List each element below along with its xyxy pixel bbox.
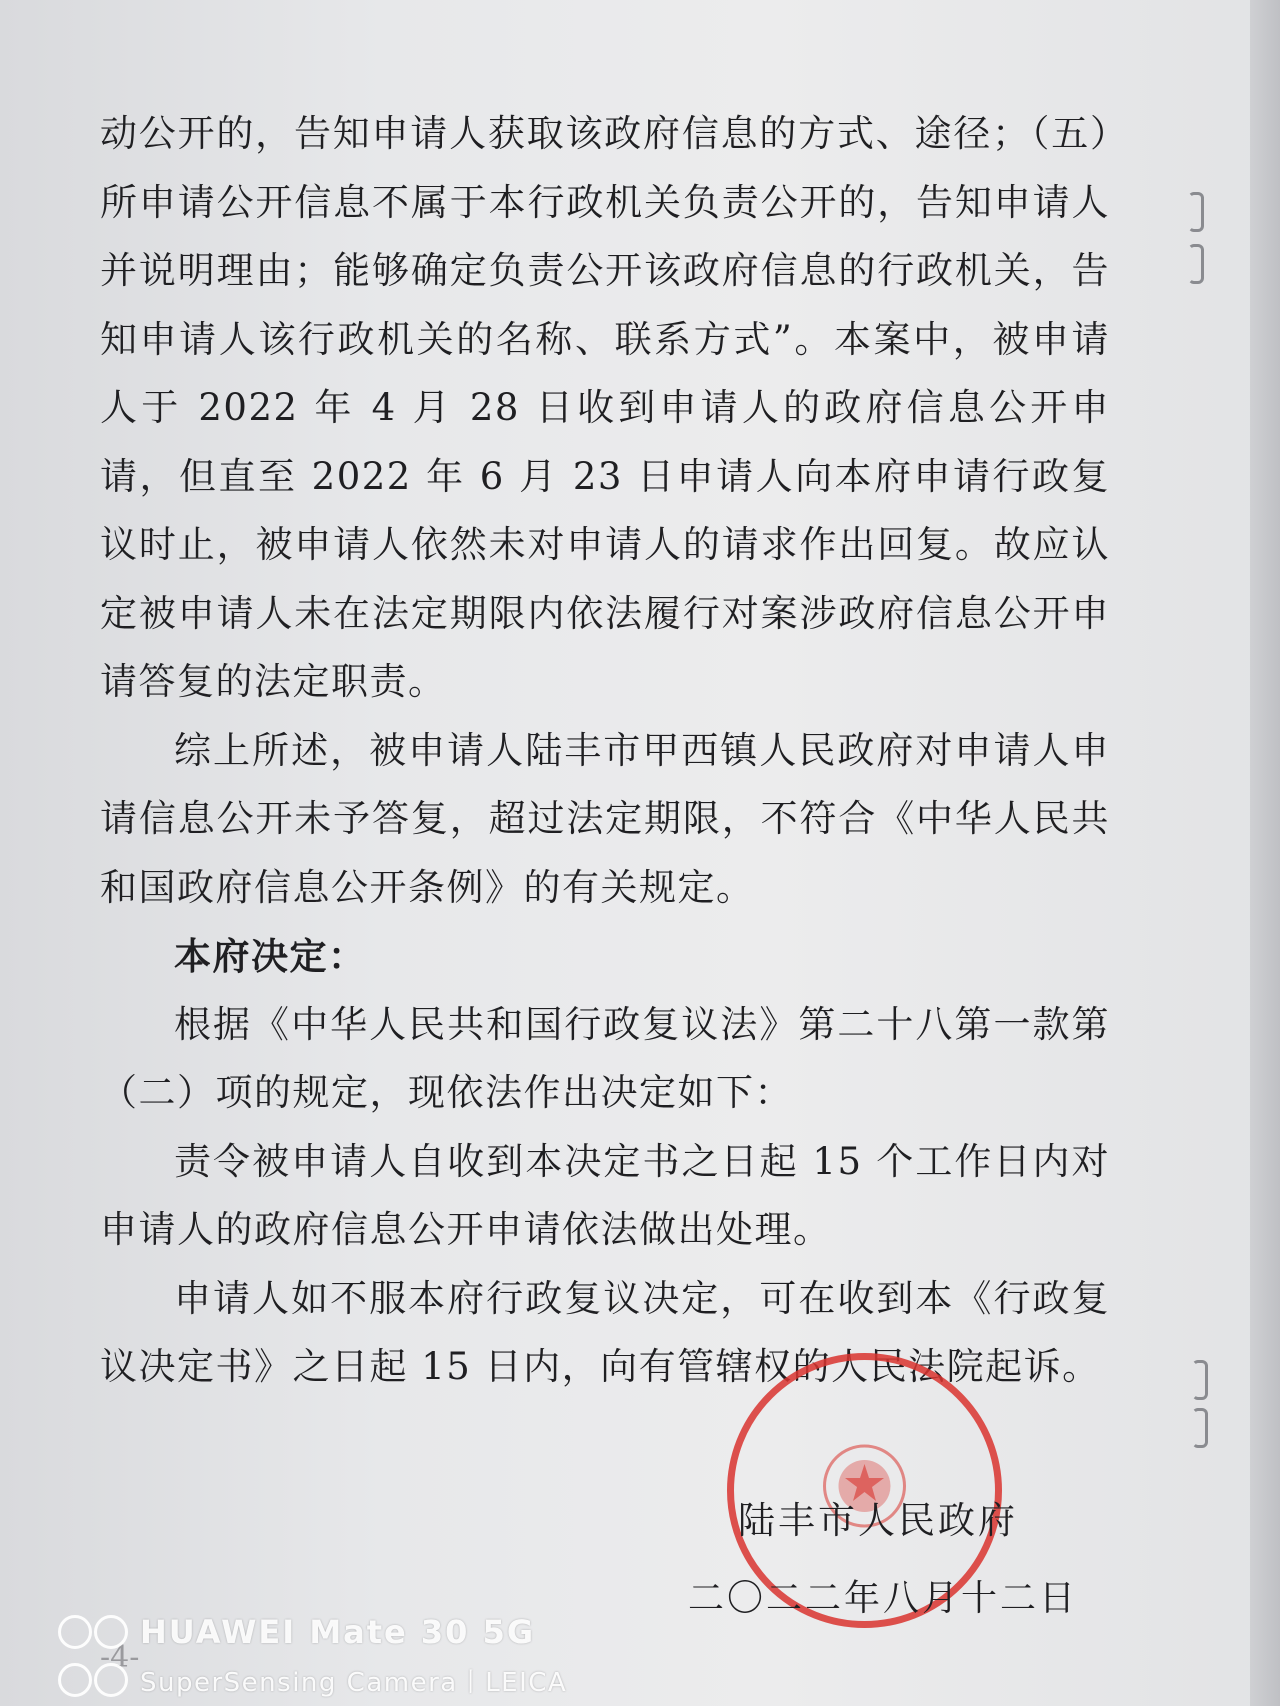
camera-lens-icon — [58, 1663, 128, 1697]
camera-lens-icon — [58, 1615, 128, 1649]
staple-mark — [1188, 192, 1204, 232]
page-edge — [1250, 0, 1280, 1706]
paragraph-summary: 综上所述，被申请人陆丰市甲西镇人民政府对申请人申请信息公开未予答复，超过法定期限，不符合《中华人民共和国政府信息公开条例》的有关规定。 — [100, 728, 1110, 909]
staple-mark — [1188, 244, 1204, 284]
document-body — [100, 100, 1110, 1402]
watermark-model: HUAWEI Mate 30 5G — [140, 1613, 536, 1651]
staple-mark — [1192, 1408, 1208, 1448]
camera-watermark — [58, 1608, 567, 1704]
paragraph-continued: 动公开的，告知申请人获取该政府信息的方式、途径；（五）所申请公开信息不属于本行政机关负责公开的，告知申请人并说明理由；能够确定负责公开该政府信息的行政机关，告知申请人该行政机关的名称、联系方式”。本案中，被申请人于 2022 年 4 月 28 日收到申请人的政府信息公开申请，但直至 2022 年 6 月 23 日申请人向本府申请行政复议时止，被申请人依然未对申请人的请求作出回复。故应认定被申请人未在法定期限内依法履行对案涉政府信息公开申请答复的法定职责。 — [100, 112, 1110, 703]
paragraph-order: 责令被申请人自收到本决定书之日起 15 个工作日内对申请人的政府信息公开申请依法做出处理。 — [100, 1139, 1110, 1251]
page-number: -4- — [100, 1640, 140, 1675]
decision-heading: 本府决定： — [174, 934, 367, 978]
staple-mark — [1192, 1360, 1208, 1400]
signature-date: 二〇二二年八月十二日 — [688, 1578, 1079, 1619]
watermark-camera: SuperSensing Camera丨LEICA — [140, 1667, 568, 1698]
signer-name: 陆丰市人民政府 — [738, 1499, 1018, 1542]
paragraph-legal-basis: 根据《中华人民共和国行政复议法》第二十八第一款第（二）项的规定，现依法作出决定如下： — [100, 1002, 1110, 1114]
paragraph-appeal-notice: 申请人如不服本府行政复议决定，可在收到本《行政复议决定书》之日起 15 日内，向有管辖权的人民法院起诉。 — [100, 1276, 1110, 1388]
